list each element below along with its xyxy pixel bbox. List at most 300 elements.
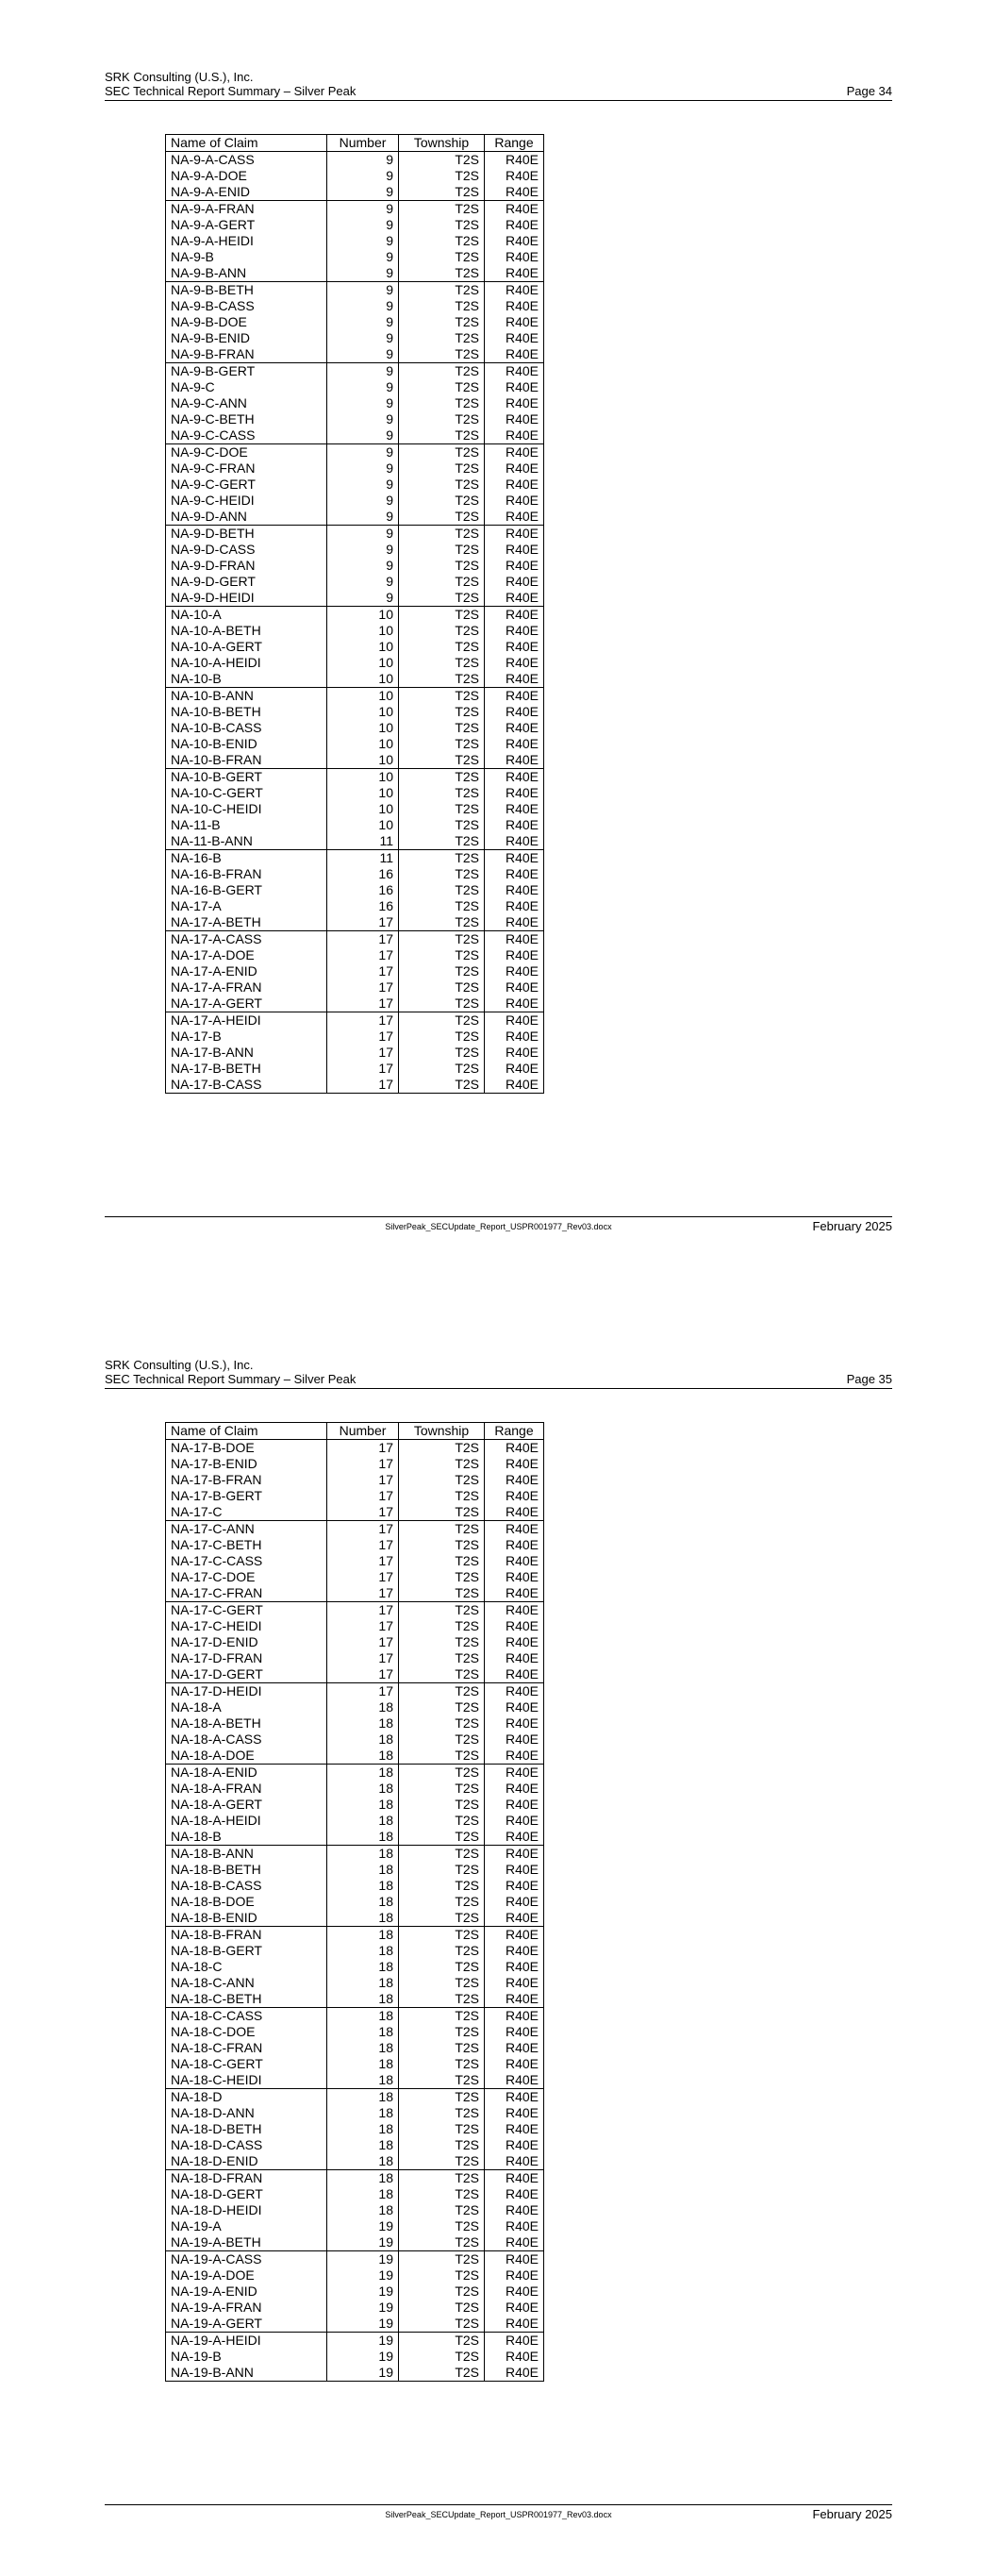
table-row (166, 1862, 544, 1878)
claim-range: R40E (485, 1634, 544, 1650)
claim-number: 10 (327, 655, 399, 671)
claim-name: NA-9-D-CASS (166, 542, 327, 558)
table-row (166, 2121, 544, 2137)
claim-range: R40E (485, 2121, 544, 2137)
table-row (166, 833, 544, 850)
claim-range: R40E (485, 1846, 544, 1863)
table-row (166, 947, 544, 963)
claim-range: R40E (485, 1894, 544, 1910)
claim-township: T2S (399, 1781, 485, 1797)
claim-township: T2S (399, 720, 485, 736)
claim-name: NA-9-D-HEIDI (166, 590, 327, 607)
claim-name: NA-18-A-FRAN (166, 1781, 327, 1797)
table-row (166, 769, 544, 786)
claim-name: NA-19-A-DOE (166, 2267, 327, 2283)
claim-township: T2S (399, 2153, 485, 2170)
claim-range: R40E (485, 655, 544, 671)
claim-name: NA-17-A-FRAN (166, 979, 327, 995)
claim-township: T2S (399, 1910, 485, 1927)
claim-name: NA-18-D-BETH (166, 2121, 327, 2137)
claim-township: T2S (399, 2089, 485, 2106)
claim-name: NA-17-C-GERT (166, 1602, 327, 1619)
claim-number: 9 (327, 542, 399, 558)
col-range: Range (485, 1423, 544, 1440)
claim-name: NA-19-A-CASS (166, 2251, 327, 2268)
claim-name: NA-9-D-GERT (166, 574, 327, 590)
table-row (166, 1878, 544, 1894)
claim-number: 10 (327, 688, 399, 705)
table-row (166, 866, 544, 882)
claim-name: NA-17-B-BETH (166, 1061, 327, 1077)
claim-number: 18 (327, 2153, 399, 2170)
claim-range: R40E (485, 558, 544, 574)
claim-name: NA-18-A-CASS (166, 1731, 327, 1748)
claim-township: T2S (399, 1715, 485, 1731)
claim-number: 9 (327, 298, 399, 314)
claim-township: T2S (399, 460, 485, 477)
table-row (166, 1537, 544, 1553)
claim-township: T2S (399, 2137, 485, 2153)
table-row (166, 785, 544, 801)
claim-range: R40E (485, 752, 544, 769)
claim-range: R40E (485, 1045, 544, 1061)
claim-number: 17 (327, 1440, 399, 1457)
claim-name: NA-9-A-FRAN (166, 201, 327, 218)
claim-township: T2S (399, 265, 485, 282)
claim-township: T2S (399, 2316, 485, 2333)
claim-number: 18 (327, 1975, 399, 1991)
claim-number: 10 (327, 623, 399, 639)
header-rule (105, 100, 892, 101)
claim-number: 17 (327, 1504, 399, 1521)
claim-township: T2S (399, 1683, 485, 1700)
claim-range: R40E (485, 1553, 544, 1569)
claim-range: R40E (485, 1943, 544, 1959)
table-row (166, 2105, 544, 2121)
claim-name: NA-16-B-FRAN (166, 866, 327, 882)
page-header (105, 70, 892, 98)
table-row (166, 249, 544, 265)
claim-township: T2S (399, 2283, 485, 2300)
claims-table (165, 134, 544, 1094)
claim-name: NA-17-C-BETH (166, 1537, 327, 1553)
claim-range: R40E (485, 1521, 544, 1538)
claim-range: R40E (485, 995, 544, 1012)
claim-range: R40E (485, 1537, 544, 1553)
table-row (166, 265, 544, 282)
claim-range: R40E (485, 2008, 544, 2025)
claim-township: T2S (399, 1813, 485, 1829)
claim-township: T2S (399, 168, 485, 184)
claim-range: R40E (485, 2251, 544, 2268)
claim-township: T2S (399, 590, 485, 607)
claim-township: T2S (399, 2300, 485, 2316)
table-row (166, 2234, 544, 2251)
claim-name: NA-18-D-ENID (166, 2153, 327, 2170)
claim-number: 9 (327, 217, 399, 233)
claim-name: NA-18-B (166, 1829, 327, 1846)
claim-range: R40E (485, 233, 544, 249)
claim-number: 17 (327, 1585, 399, 1602)
claim-name: NA-18-C-CASS (166, 2008, 327, 2025)
claim-number: 18 (327, 1894, 399, 1910)
claim-number: 10 (327, 639, 399, 655)
claim-range: R40E (485, 1029, 544, 1045)
claim-name: NA-10-B-FRAN (166, 752, 327, 769)
claim-township: T2S (399, 607, 485, 624)
claim-number: 17 (327, 1488, 399, 1504)
claim-township: T2S (399, 477, 485, 493)
claim-name: NA-17-B (166, 1029, 327, 1045)
claim-township: T2S (399, 2040, 485, 2056)
claim-number: 18 (327, 1959, 399, 1975)
claim-township: T2S (399, 979, 485, 995)
claim-township: T2S (399, 882, 485, 898)
claim-number: 18 (327, 2040, 399, 2056)
table-row (166, 736, 544, 752)
table-row (166, 184, 544, 201)
claim-name: NA-18-A-ENID (166, 1765, 327, 1781)
claim-township: T2S (399, 704, 485, 720)
claim-number: 9 (327, 314, 399, 330)
claim-number: 19 (327, 2333, 399, 2350)
table-row (166, 1748, 544, 1765)
table-row (166, 526, 544, 543)
claim-name: NA-17-D-GERT (166, 1666, 327, 1683)
claim-township: T2S (399, 314, 485, 330)
table-row (166, 1029, 544, 1045)
claim-range: R40E (485, 2316, 544, 2333)
claim-name: NA-9-D-ANN (166, 509, 327, 526)
claim-range: R40E (485, 1862, 544, 1878)
claim-name: NA-10-B-CASS (166, 720, 327, 736)
claim-number: 9 (327, 168, 399, 184)
claim-range: R40E (485, 1813, 544, 1829)
claim-range: R40E (485, 477, 544, 493)
claim-name: NA-18-B-DOE (166, 1894, 327, 1910)
claim-township: T2S (399, 898, 485, 914)
claim-township: T2S (399, 1553, 485, 1569)
claim-township: T2S (399, 2186, 485, 2202)
claim-name: NA-18-B-GERT (166, 1943, 327, 1959)
claim-range: R40E (485, 1618, 544, 1634)
claim-range: R40E (485, 217, 544, 233)
claim-township: T2S (399, 526, 485, 543)
claim-township: T2S (399, 542, 485, 558)
claim-township: T2S (399, 1959, 485, 1975)
claim-name: NA-19-A (166, 2218, 327, 2234)
claim-name: NA-17-C-DOE (166, 1569, 327, 1585)
claim-township: T2S (399, 1537, 485, 1553)
page-35 (0, 1288, 995, 2576)
table-row (166, 623, 544, 639)
claim-number: 9 (327, 265, 399, 282)
footer-rule (105, 1216, 892, 1217)
table-row (166, 1456, 544, 1472)
claim-range: R40E (485, 509, 544, 526)
claim-number: 18 (327, 2089, 399, 2106)
claim-number: 17 (327, 1683, 399, 1700)
claim-name: NA-17-D-FRAN (166, 1650, 327, 1666)
claim-range: R40E (485, 1878, 544, 1894)
claim-township: T2S (399, 574, 485, 590)
claim-township: T2S (399, 1440, 485, 1457)
claim-number: 17 (327, 1634, 399, 1650)
claim-number: 10 (327, 769, 399, 786)
claim-range: R40E (485, 736, 544, 752)
claim-name: NA-19-A-BETH (166, 2234, 327, 2251)
claim-name: NA-18-D-HEIDI (166, 2202, 327, 2218)
table-row (166, 542, 544, 558)
claim-name: NA-9-C-GERT (166, 477, 327, 493)
claim-number: 9 (327, 233, 399, 249)
claim-township: T2S (399, 201, 485, 218)
claim-name: NA-18-C-ANN (166, 1975, 327, 1991)
claim-township: T2S (399, 1650, 485, 1666)
table-row (166, 201, 544, 218)
claim-number: 10 (327, 704, 399, 720)
footer-date: February 2025 (812, 2507, 892, 2521)
claim-range: R40E (485, 298, 544, 314)
claim-number: 9 (327, 184, 399, 201)
claim-number: 18 (327, 2170, 399, 2187)
claim-name: NA-11-B-ANN (166, 833, 327, 850)
table-row (166, 882, 544, 898)
table-row (166, 655, 544, 671)
claim-number: 17 (327, 1029, 399, 1045)
claim-number: 9 (327, 363, 399, 380)
claim-number: 18 (327, 1813, 399, 1829)
claim-name: NA-17-C-FRAN (166, 1585, 327, 1602)
claim-range: R40E (485, 1012, 544, 1029)
claim-number: 17 (327, 1650, 399, 1666)
claim-name: NA-9-C-HEIDI (166, 493, 327, 509)
claim-township: T2S (399, 1061, 485, 1077)
table-row (166, 607, 544, 624)
claim-range: R40E (485, 1569, 544, 1585)
claim-number: 17 (327, 1012, 399, 1029)
claim-range: R40E (485, 1504, 544, 1521)
claim-township: T2S (399, 1748, 485, 1765)
claim-township: T2S (399, 1991, 485, 2008)
claim-township: T2S (399, 298, 485, 314)
table-row (166, 2153, 544, 2170)
table-row (166, 574, 544, 590)
claim-range: R40E (485, 427, 544, 444)
claim-number: 9 (327, 330, 399, 346)
claim-name: NA-10-B (166, 671, 327, 688)
table-row (166, 1765, 544, 1781)
claim-number: 9 (327, 201, 399, 218)
table-row (166, 379, 544, 395)
claim-range: R40E (485, 2024, 544, 2040)
claim-township: T2S (399, 2267, 485, 2283)
table-row (166, 1943, 544, 1959)
table-row (166, 558, 544, 574)
claim-township: T2S (399, 2218, 485, 2234)
claim-number: 10 (327, 736, 399, 752)
claim-name: NA-10-C-HEIDI (166, 801, 327, 817)
claim-number: 9 (327, 249, 399, 265)
claim-range: R40E (485, 1765, 544, 1781)
claim-range: R40E (485, 1488, 544, 1504)
claim-range: R40E (485, 1666, 544, 1683)
table-row (166, 1731, 544, 1748)
claim-name: NA-10-C-GERT (166, 785, 327, 801)
claim-township: T2S (399, 1927, 485, 1944)
table-row (166, 460, 544, 477)
claim-range: R40E (485, 704, 544, 720)
table-row (166, 509, 544, 526)
claim-township: T2S (399, 688, 485, 705)
claim-name: NA-18-B-CASS (166, 1878, 327, 1894)
claim-range: R40E (485, 152, 544, 169)
claim-township: T2S (399, 1602, 485, 1619)
claim-township: T2S (399, 444, 485, 461)
claim-number: 17 (327, 995, 399, 1012)
claim-range: R40E (485, 2283, 544, 2300)
claim-number: 10 (327, 785, 399, 801)
claim-range: R40E (485, 1472, 544, 1488)
table-row (166, 217, 544, 233)
claim-number: 18 (327, 1927, 399, 1944)
table-row (166, 1797, 544, 1813)
claim-township: T2S (399, 346, 485, 363)
claim-township: T2S (399, 785, 485, 801)
claim-range: R40E (485, 590, 544, 607)
table-row (166, 1061, 544, 1077)
claim-township: T2S (399, 1862, 485, 1878)
claim-name: NA-18-D (166, 2089, 327, 2106)
claim-number: 17 (327, 914, 399, 931)
claim-number: 17 (327, 1456, 399, 1472)
claim-township: T2S (399, 1504, 485, 1521)
claim-range: R40E (485, 2105, 544, 2121)
claim-township: T2S (399, 2365, 485, 2382)
claim-township: T2S (399, 509, 485, 526)
claim-name: NA-19-A-HEIDI (166, 2333, 327, 2350)
claim-number: 19 (327, 2267, 399, 2283)
claim-number: 17 (327, 1077, 399, 1094)
claim-name: NA-9-C-FRAN (166, 460, 327, 477)
claim-township: T2S (399, 2234, 485, 2251)
claim-number: 19 (327, 2218, 399, 2234)
claim-township: T2S (399, 866, 485, 882)
table-row (166, 639, 544, 655)
claim-number: 16 (327, 882, 399, 898)
table-row (166, 493, 544, 509)
claim-number: 18 (327, 1781, 399, 1797)
claim-name: NA-9-D-BETH (166, 526, 327, 543)
table-row (166, 2218, 544, 2234)
claim-range: R40E (485, 1061, 544, 1077)
claim-number: 18 (327, 1699, 399, 1715)
claim-township: T2S (399, 2251, 485, 2268)
claim-township: T2S (399, 395, 485, 411)
claim-name: NA-18-D-CASS (166, 2137, 327, 2153)
claim-range: R40E (485, 2170, 544, 2187)
table-row (166, 477, 544, 493)
claim-township: T2S (399, 427, 485, 444)
claim-range: R40E (485, 931, 544, 948)
table-row (166, 298, 544, 314)
claim-number: 17 (327, 1061, 399, 1077)
claim-name: NA-18-B-FRAN (166, 1927, 327, 1944)
claim-number: 18 (327, 2072, 399, 2089)
claim-name: NA-9-B-GERT (166, 363, 327, 380)
table-row (166, 1927, 544, 1944)
table-row (166, 444, 544, 461)
claim-range: R40E (485, 2056, 544, 2072)
claim-township: T2S (399, 850, 485, 867)
table-row (166, 1045, 544, 1061)
claim-name: NA-17-D-HEIDI (166, 1683, 327, 1700)
claim-name: NA-11-B (166, 817, 327, 833)
claim-number: 9 (327, 493, 399, 509)
claim-range: R40E (485, 2089, 544, 2106)
table-row (166, 671, 544, 688)
claim-township: T2S (399, 963, 485, 979)
page-header (105, 1358, 892, 1386)
claim-range: R40E (485, 1797, 544, 1813)
claim-name: NA-9-B-ENID (166, 330, 327, 346)
claim-name: NA-17-B-ANN (166, 1045, 327, 1061)
claim-township: T2S (399, 639, 485, 655)
claim-township: T2S (399, 995, 485, 1012)
claim-range: R40E (485, 460, 544, 477)
table-row (166, 427, 544, 444)
claim-range: R40E (485, 1910, 544, 1927)
claim-name: NA-17-A-DOE (166, 947, 327, 963)
claim-number: 18 (327, 2056, 399, 2072)
claim-township: T2S (399, 1878, 485, 1894)
claim-range: R40E (485, 2234, 544, 2251)
claim-number: 18 (327, 2008, 399, 2025)
claim-number: 18 (327, 1991, 399, 2008)
claim-township: T2S (399, 947, 485, 963)
claim-number: 19 (327, 2316, 399, 2333)
claim-number: 17 (327, 1472, 399, 1488)
claim-range: R40E (485, 493, 544, 509)
claim-range: R40E (485, 282, 544, 299)
footer-date: February 2025 (812, 1219, 892, 1233)
claim-range: R40E (485, 1731, 544, 1748)
claim-number: 17 (327, 963, 399, 979)
table-row (166, 1618, 544, 1634)
claim-number: 10 (327, 801, 399, 817)
table-row (166, 1781, 544, 1797)
claim-township: T2S (399, 671, 485, 688)
claims-table (165, 1422, 544, 2382)
table-row (166, 590, 544, 607)
claim-range: R40E (485, 2186, 544, 2202)
table-row (166, 1472, 544, 1488)
table-row (166, 1569, 544, 1585)
claim-range: R40E (485, 395, 544, 411)
claim-township: T2S (399, 1045, 485, 1061)
claim-number: 9 (327, 152, 399, 169)
claim-number: 9 (327, 395, 399, 411)
claim-range: R40E (485, 785, 544, 801)
claim-range: R40E (485, 720, 544, 736)
claim-range: R40E (485, 1456, 544, 1472)
claim-number: 17 (327, 979, 399, 995)
claim-range: R40E (485, 2072, 544, 2089)
claim-name: NA-17-C-CASS (166, 1553, 327, 1569)
claim-number: 18 (327, 1878, 399, 1894)
claim-range: R40E (485, 168, 544, 184)
table-row (166, 963, 544, 979)
